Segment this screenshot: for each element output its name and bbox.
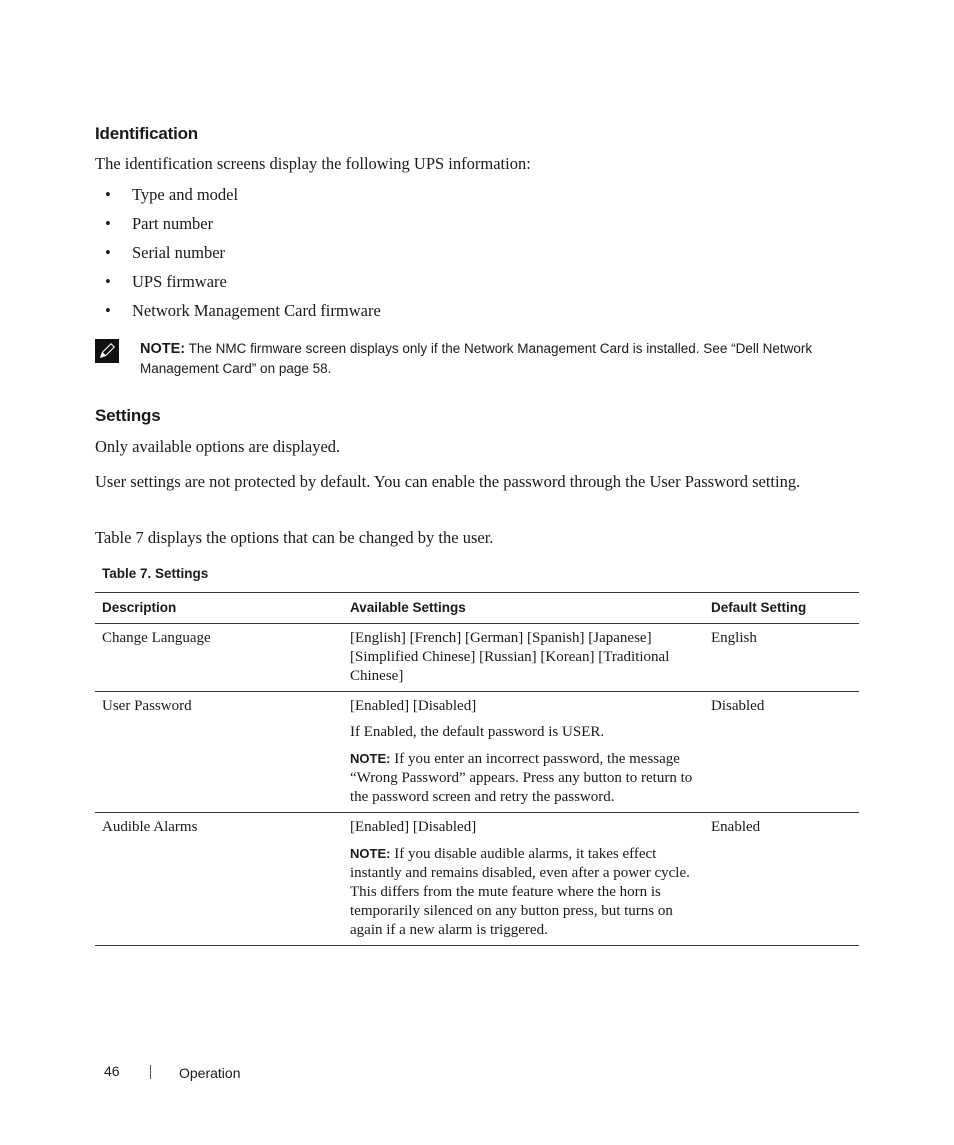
page-number: 46 xyxy=(104,1063,120,1079)
cell-available-settings: [Enabled] [Disabled] If Enabled, the default password is USER. NOTE: If you enter an incorrect password, the message “Wrong Password” appears. Press any button to return to the password screen and retry the password. xyxy=(343,692,704,813)
settings-paragraph: User settings are not protected by default. You can enable the password through the User Password setting. xyxy=(95,472,801,491)
page-footer xyxy=(0,1063,954,1087)
cell-description: Audible Alarms xyxy=(95,813,343,946)
list-item: • UPS firmware xyxy=(95,270,381,299)
cell-default-setting: Enabled xyxy=(704,813,859,946)
column-header-description: Description xyxy=(95,593,343,624)
bullet-glyph: • xyxy=(105,243,111,262)
list-item: • Type and model xyxy=(95,183,381,212)
cell-note: NOTE: If you disable audible alarms, it takes effect instantly and remains disabled, even after a power cycle. This differs from the mute feature where the horn is temporarily silenced on any button press, but turns on again if a new alarm is triggered. xyxy=(350,846,690,938)
note-body: The NMC firmware screen displays only if the Network Management Card is installed. See “Dell Network Management Card” on page 58. xyxy=(140,341,813,376)
footer-separator xyxy=(150,1065,151,1079)
column-header-available-settings: Available Settings xyxy=(343,593,704,624)
list-item: • Serial number xyxy=(95,241,381,270)
table-row xyxy=(95,692,859,813)
cell-available-settings: [English] [French] [German] [Spanish] [Japanese] [Simplified Chinese] [Russian] [Korean] [Traditional Chinese] xyxy=(343,624,704,692)
cell-description: User Password xyxy=(95,692,343,813)
identification-heading: Identification xyxy=(95,124,198,143)
settings-heading: Settings xyxy=(95,406,161,425)
identification-list xyxy=(95,183,381,328)
table-header-row xyxy=(95,593,859,624)
table-row xyxy=(95,813,859,946)
cell-available-settings: [Enabled] [Disabled] NOTE: If you disable audible alarms, it takes effect instantly and remains disabled, even after a power cycle. This differs from the mute feature where the horn is temporarily silenced on any button press, but turns on again if a new alarm is triggered. xyxy=(343,813,704,946)
list-item: • Network Management Card firmware xyxy=(95,299,381,328)
note-pencil-icon xyxy=(95,339,119,363)
cell-default-setting: English xyxy=(704,624,859,692)
cell-default-setting: Disabled xyxy=(704,692,859,813)
footer-section-name: Operation xyxy=(179,1065,241,1081)
settings-table xyxy=(95,592,859,946)
note-label: NOTE: xyxy=(140,341,186,357)
cell-description: Change Language xyxy=(95,624,343,692)
identification-intro: The identification screens display the following UPS information: xyxy=(95,154,531,173)
column-header-default-setting: Default Setting xyxy=(704,593,859,624)
settings-paragraph: Table 7 displays the options that can be changed by the user. xyxy=(95,528,494,547)
list-item: • Part number xyxy=(95,212,381,241)
bullet-glyph: • xyxy=(105,214,111,233)
cell-note: NOTE: If you enter an incorrect password, the message “Wrong Password” appears. Press any button to return to the password screen and retry the password. xyxy=(350,751,693,805)
bullet-glyph: • xyxy=(105,272,111,291)
bullet-glyph: • xyxy=(105,185,111,204)
settings-paragraph: Only available options are displayed. xyxy=(95,437,341,456)
table-row xyxy=(95,624,859,692)
identification-note xyxy=(140,339,830,379)
table-caption: Table 7. Settings xyxy=(102,566,209,581)
bullet-glyph: • xyxy=(105,301,111,320)
